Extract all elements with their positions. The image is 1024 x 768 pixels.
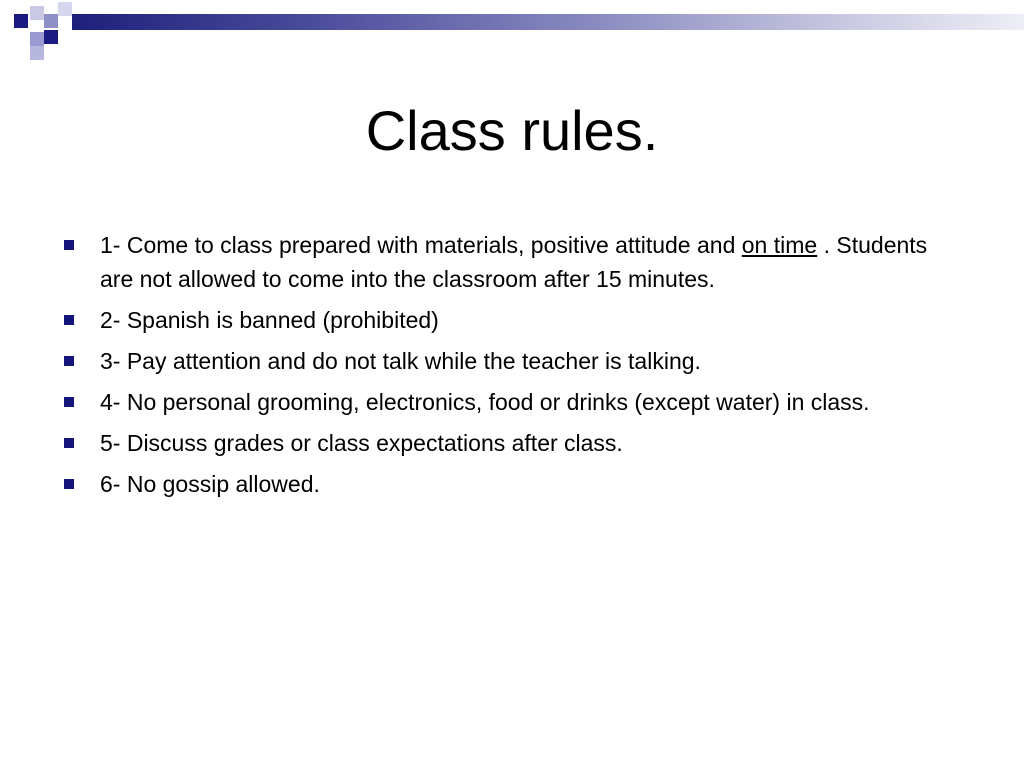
decor-square-dark <box>14 14 28 28</box>
rule-text: 6- No gossip allowed. <box>100 471 320 497</box>
rule-text: 5- Discuss grades or class expectations after class. <box>100 430 623 456</box>
square-bullet-icon <box>64 479 74 489</box>
decor-square-light <box>30 46 44 60</box>
rule-item <box>60 344 960 378</box>
header-gradient-bar <box>72 14 1024 30</box>
decor-square-light <box>30 6 44 20</box>
square-bullet-icon <box>64 240 74 250</box>
rule-text: 4- No personal grooming, electronics, food or drinks (except water) in class. <box>100 389 870 415</box>
decor-square-medium <box>44 14 58 28</box>
rule-text: . Students are not allowed to come into the classroom after 15 minutes. <box>100 232 928 292</box>
square-bullet-icon <box>64 438 74 448</box>
rule-item <box>60 385 960 419</box>
decor-square-light <box>58 2 72 16</box>
decor-square-medium <box>30 32 44 46</box>
rule-item <box>60 467 960 501</box>
rules-list <box>60 228 960 508</box>
rule-underlined-text: on time <box>741 232 818 258</box>
header-decoration <box>0 0 1024 70</box>
rule-text: 1- Come to class prepared with materials, positive attitude and <box>100 232 742 258</box>
rule-item <box>60 426 960 460</box>
square-bullet-icon <box>64 397 74 407</box>
rule-text: 3- Pay attention and do not talk while the teacher is talking. <box>100 348 701 374</box>
slide-title: Class rules. <box>365 99 659 162</box>
decor-square-dark <box>44 30 58 44</box>
square-bullet-icon <box>64 356 74 366</box>
rule-text: 2- Spanish is banned (prohibited) <box>100 307 439 333</box>
rule-item <box>60 228 960 296</box>
rule-item <box>60 303 960 337</box>
square-bullet-icon <box>64 315 74 325</box>
